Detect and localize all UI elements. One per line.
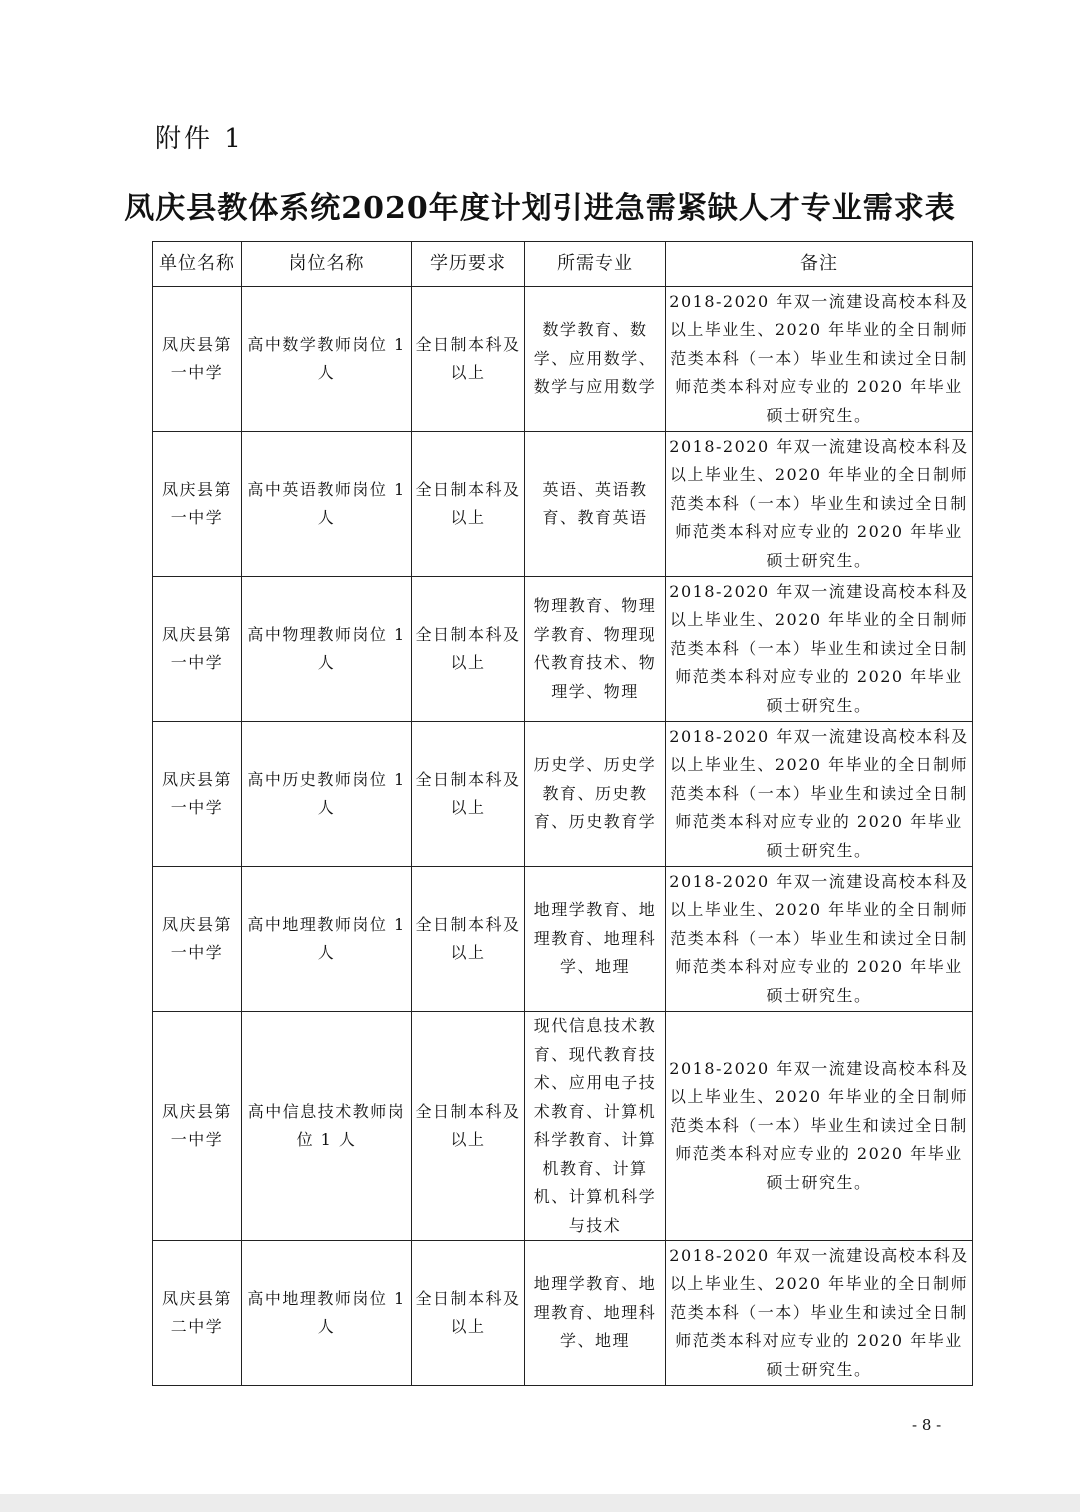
majors-cell: 地理学教育、地理教育、地理科学、地理 [525, 867, 666, 1012]
position-cell: 高中物理教师岗位 1 人 [242, 577, 412, 722]
unit-cell: 凤庆县第一中学 [153, 577, 242, 722]
table-row [153, 1012, 973, 1241]
page-number: - 8 - [912, 1416, 942, 1434]
remarks-cell: 2018-2020 年双一流建设高校本科及以上毕业生、2020 年毕业的全日制师范类本科（一本）毕业生和读过全日制师范类本科对应专业的 2020 年毕业硕士研究生。 [666, 432, 973, 577]
unit-cell: 凤庆县第一中学 [153, 722, 242, 867]
unit-cell: 凤庆县第一中学 [153, 1012, 242, 1241]
header-education: 学历要求 [412, 242, 525, 287]
table-row [153, 287, 973, 432]
education-cell: 全日制本科及以上 [412, 1241, 525, 1386]
position-cell: 高中数学教师岗位 1 人 [242, 287, 412, 432]
table-row [153, 1241, 973, 1386]
bottom-band [0, 1494, 1080, 1512]
unit-cell: 凤庆县第一中学 [153, 867, 242, 1012]
header-unit: 单位名称 [153, 242, 242, 287]
position-cell: 高中英语教师岗位 1 人 [242, 432, 412, 577]
majors-cell: 历史学、历史学教育、历史教育、历史教育学 [525, 722, 666, 867]
remarks-cell: 2018-2020 年双一流建设高校本科及以上毕业生、2020 年毕业的全日制师范类本科（一本）毕业生和读过全日制师范类本科对应专业的 2020 年毕业硕士研究生。 [666, 287, 973, 432]
unit-cell: 凤庆县第二中学 [153, 1241, 242, 1386]
remarks-cell: 2018-2020 年双一流建设高校本科及以上毕业生、2020 年毕业的全日制师范类本科（一本）毕业生和读过全日制师范类本科对应专业的 2020 年毕业硕士研究生。 [666, 867, 973, 1012]
majors-cell: 物理教育、物理学教育、物理现代教育技术、物理学、物理 [525, 577, 666, 722]
majors-cell: 现代信息技术教育、现代教育技术、应用电子技术教育、计算机科学教育、计算机教育、计算机、计算机科学与技术 [525, 1012, 666, 1241]
table-row [153, 867, 973, 1012]
remarks-cell: 2018-2020 年双一流建设高校本科及以上毕业生、2020 年毕业的全日制师范类本科（一本）毕业生和读过全日制师范类本科对应专业的 2020 年毕业硕士研究生。 [666, 722, 973, 867]
education-cell: 全日制本科及以上 [412, 432, 525, 577]
attachment-label: 附件 1 [155, 124, 244, 154]
education-cell: 全日制本科及以上 [412, 287, 525, 432]
majors-cell: 数学教育、数学、应用数学、数学与应用数学 [525, 287, 666, 432]
education-cell: 全日制本科及以上 [412, 867, 525, 1012]
remarks-cell: 2018-2020 年双一流建设高校本科及以上毕业生、2020 年毕业的全日制师范类本科（一本）毕业生和读过全日制师范类本科对应专业的 2020 年毕业硕士研究生。 [666, 1012, 973, 1241]
talent-requirements-table [152, 241, 973, 1386]
table-header-row [153, 242, 973, 287]
header-position: 岗位名称 [242, 242, 412, 287]
remarks-cell: 2018-2020 年双一流建设高校本科及以上毕业生、2020 年毕业的全日制师范类本科（一本）毕业生和读过全日制师范类本科对应专业的 2020 年毕业硕士研究生。 [666, 577, 973, 722]
education-cell: 全日制本科及以上 [412, 1012, 525, 1241]
remarks-cell: 2018-2020 年双一流建设高校本科及以上毕业生、2020 年毕业的全日制师范类本科（一本）毕业生和读过全日制师范类本科对应专业的 2020 年毕业硕士研究生。 [666, 1241, 973, 1386]
unit-cell: 凤庆县第一中学 [153, 432, 242, 577]
education-cell: 全日制本科及以上 [412, 577, 525, 722]
document-title: 凤庆县教体系统2020年度计划引进急需紧缺人才专业需求表 [124, 191, 956, 226]
position-cell: 高中历史教师岗位 1 人 [242, 722, 412, 867]
table-row [153, 432, 973, 577]
position-cell: 高中地理教师岗位 1 人 [242, 1241, 412, 1386]
header-majors: 所需专业 [525, 242, 666, 287]
table-row [153, 577, 973, 722]
position-cell: 高中信息技术教师岗位 1 人 [242, 1012, 412, 1241]
education-cell: 全日制本科及以上 [412, 722, 525, 867]
unit-cell: 凤庆县第一中学 [153, 287, 242, 432]
header-remarks: 备注 [666, 242, 973, 287]
majors-cell: 地理学教育、地理教育、地理科学、地理 [525, 1241, 666, 1386]
position-cell: 高中地理教师岗位 1 人 [242, 867, 412, 1012]
table-row [153, 722, 973, 867]
majors-cell: 英语、英语教育、教育英语 [525, 432, 666, 577]
